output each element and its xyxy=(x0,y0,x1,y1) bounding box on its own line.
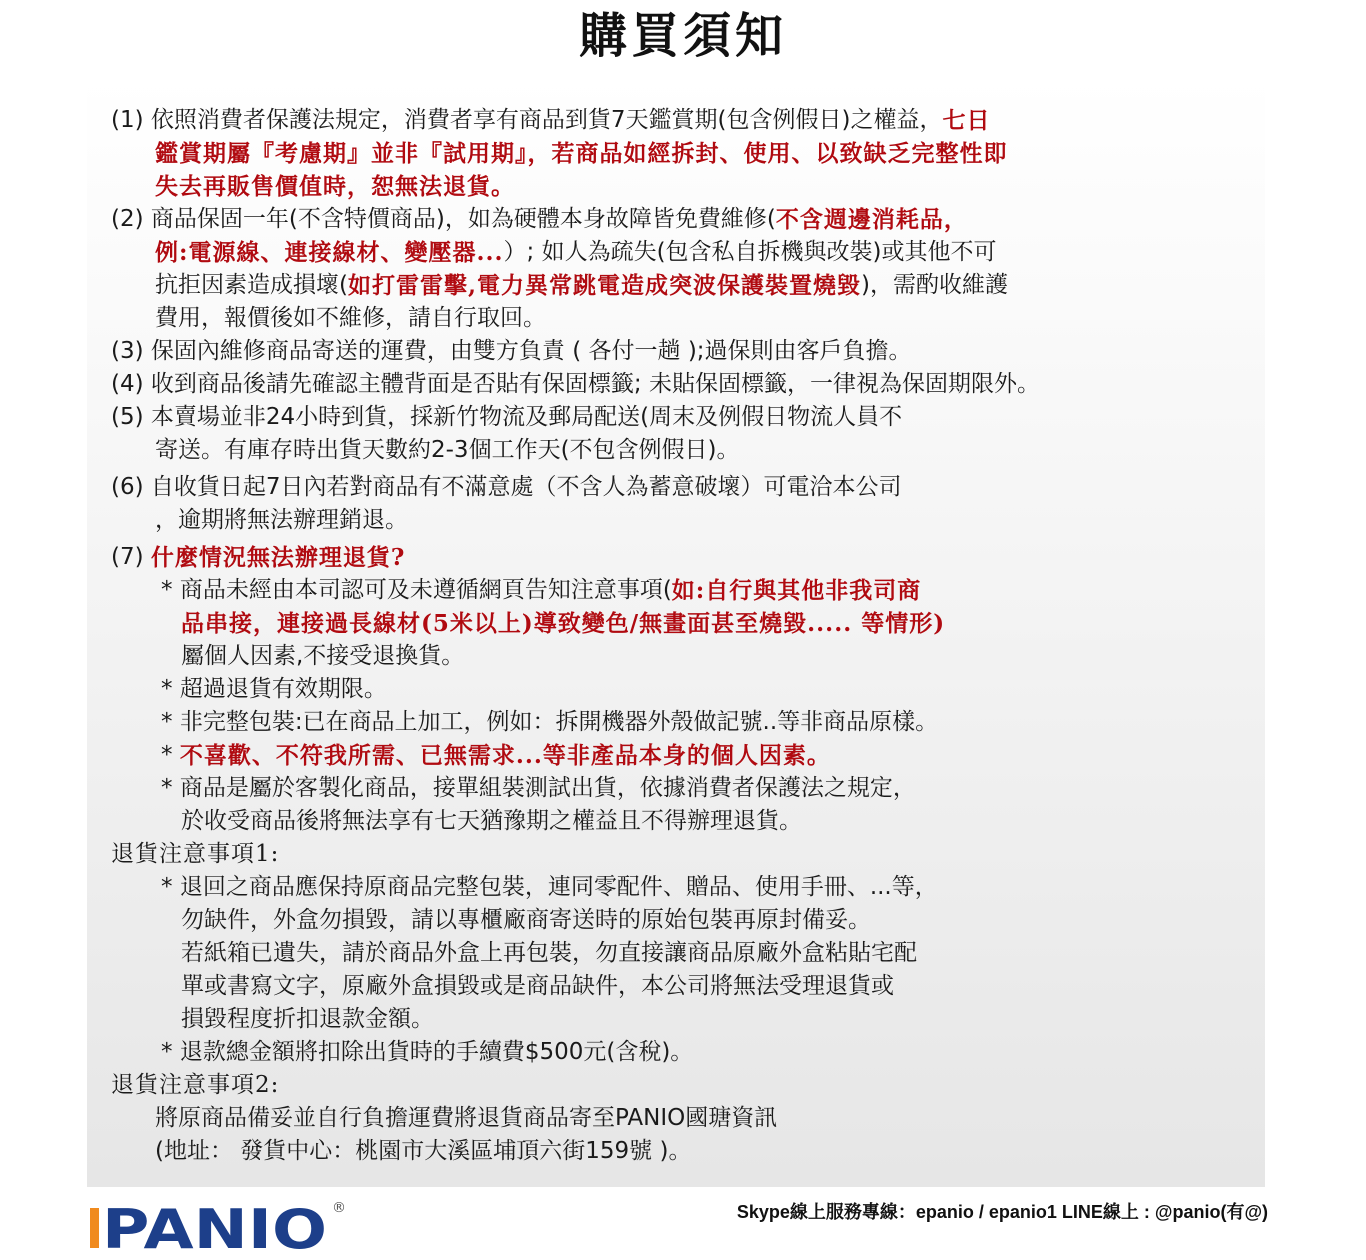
section-1-line-3 xyxy=(111,170,1251,203)
section-number: (2) xyxy=(111,206,144,232)
return-notes-2-line-1 xyxy=(111,1102,1251,1135)
return-notes-1-item-1-line-5 xyxy=(111,1003,1251,1036)
section-7-item-4 xyxy=(111,739,1251,772)
bullet-star: * xyxy=(161,676,173,702)
section-7-item-1-line-1 xyxy=(111,574,1251,607)
section-number: (3) xyxy=(111,338,144,364)
section-number: (6) xyxy=(111,474,144,500)
section-number: (5) xyxy=(111,404,144,430)
section-5-line-2 xyxy=(111,434,1251,467)
return-notes-1-item-1-line-3 xyxy=(111,937,1251,970)
section-text: 超過退貨有效期限。 xyxy=(179,676,387,702)
section-7-line-1 xyxy=(111,541,1251,574)
section-1-line-2 xyxy=(111,137,1251,170)
section-red-text: 失去再販售價值時，恕無法退貨。 xyxy=(155,173,515,200)
bullet-star: * xyxy=(161,742,173,768)
section-text: 損毀程度折扣退款金額。 xyxy=(181,1006,434,1032)
section-number: (1) xyxy=(111,107,144,133)
section-red-text: 不含週邊消耗品， xyxy=(775,206,968,233)
section-text: 寄送。有庫存時出貨天數約2-3個工作天(不包含例假日)。 xyxy=(155,437,740,463)
section-text: 費用，報價後如不維修，請自行取回。 xyxy=(155,305,546,331)
section-2-line-2 xyxy=(111,236,1251,269)
section-5-line-1 xyxy=(111,401,1251,434)
return-notes-1-item-2 xyxy=(111,1036,1251,1069)
logo-text: PANIO xyxy=(102,1198,327,1254)
section-text: 勿缺件，外盒勿損毀，請以專櫃廠商寄送時的原始包裝再原封備妥。 xyxy=(181,907,871,933)
section-text: ，逾期將無法辦理銷退。 xyxy=(155,507,408,533)
bullet-star: * xyxy=(161,709,173,735)
section-text: 商品是屬於客製化商品，接單組裝測試出貨，依據消費者保護法之規定， xyxy=(179,775,916,801)
return-notes-1-item-1-line-4 xyxy=(111,970,1251,1003)
bullet-star: * xyxy=(161,775,173,801)
section-7-item-5-line-2 xyxy=(111,805,1251,838)
section-red-text: 品串接，連接過長線材(5米以上)導致變色/無畫面甚至燒毀..... 等情形) xyxy=(181,610,946,637)
section-text: 將原商品備妥並自行負擔運費將退貨商品寄至PANIO國瑭資訊 xyxy=(155,1105,778,1131)
section-red-text: 什麼情況無法辦理退貨? xyxy=(150,544,406,571)
section-text: 依照消費者保護法規定，消費者享有商品到貨7天鑑賞期(包含例假日)之權益， xyxy=(150,107,943,133)
panio-logo xyxy=(90,1196,350,1254)
section-text: 非完整包裝:已在商品上加工，例如：拆開機器外殼做記號..等非商品原樣。 xyxy=(179,709,939,735)
section-red-text: 如:自行與其他非我司商 xyxy=(671,577,922,604)
bullet-star: * xyxy=(161,874,173,900)
section-text: 自收貨日起7日內若對商品有不滿意處（不含人為蓄意破壞）可電洽本公司 xyxy=(150,474,902,500)
section-number: (7) xyxy=(111,544,144,570)
section-7-item-1-line-2 xyxy=(111,607,1251,640)
section-text: 商品保固一年(不含特價商品)，如為硬體本身故障皆免費維修( xyxy=(150,206,776,232)
section-text: )，需酌收維護 xyxy=(861,272,1008,298)
section-text: (地址： 發貨中心：桃園市大溪區埔頂六街159號 )。 xyxy=(155,1138,692,1164)
section-text: 退款總金額將扣除出貨時的手續費$500元(含稅)。 xyxy=(179,1039,694,1065)
section-text: 屬個人因素,不接受退換貨。 xyxy=(181,643,465,669)
section-text: 商品未經由本司認可及未遵循網頁告知注意事項( xyxy=(179,577,672,603)
section-red-text: 如打雷雷擊,電力異常跳電造成突波保護裝置燒毀 xyxy=(347,272,861,299)
return-notes-1-item-1-line-2 xyxy=(111,904,1251,937)
section-2-line-1 xyxy=(111,203,1251,236)
section-4-line-1 xyxy=(111,368,1251,401)
section-text: 若紙箱已遺失，請於商品外盒上再包裝，勿直接讓商品原廠外盒粘貼宅配 xyxy=(181,940,917,966)
section-6-line-1 xyxy=(111,471,1251,504)
contact-info: Skype線上服務專線：epanio / epanio1 LINE線上 : @panio(有@) xyxy=(736,1202,1268,1222)
notice-content xyxy=(111,104,1251,1168)
section-2-line-3 xyxy=(111,269,1251,302)
logo-accent-bar xyxy=(90,1208,99,1248)
section-text: 單或書寫文字，原廠外盒損毀或是商品缺件，本公司將無法受理退貨或 xyxy=(181,973,894,999)
registered-mark: ® xyxy=(332,1200,346,1216)
section-red-text: 七日 xyxy=(942,107,991,134)
section-text: 退回之商品應保持原商品完整包裝，連同零配件、贈品、使用手冊、...等， xyxy=(179,874,938,900)
section-7-item-3 xyxy=(111,706,1251,739)
return-notes-2-line-2 xyxy=(111,1135,1251,1168)
section-number: (4) xyxy=(111,371,144,397)
section-7-item-2 xyxy=(111,673,1251,706)
section-text: ）; 如人為疏失(包含私自拆機與改裝)或其他不可 xyxy=(503,239,997,265)
section-text: 收到商品後請先確認主體背面是否貼有保固標籤; 未貼保固標籤，一律視為保固期限外。 xyxy=(150,371,1040,397)
return-notes-1-heading: 退貨注意事項1: xyxy=(111,841,280,867)
section-3-line-1 xyxy=(111,335,1251,368)
return-notes-2-heading: 退貨注意事項2: xyxy=(111,1072,280,1098)
section-7-item-1-line-3 xyxy=(111,640,1251,673)
page-title: 購買須知 xyxy=(578,8,787,64)
section-2-line-4 xyxy=(111,302,1251,335)
section-red-text: 鑑賞期屬『考慮期』並非『試用期』，若商品如經拆封、使用、以致缺乏完整性即 xyxy=(155,140,1008,167)
section-red-text: 不喜歡、不符我所需、已無需求...等非產品本身的個人因素。 xyxy=(179,742,831,769)
bullet-star: * xyxy=(161,1039,173,1065)
section-text: 本賣場並非24小時到貨，採新竹物流及郵局配送(周末及例假日物流人員不 xyxy=(150,404,903,430)
section-6-line-2 xyxy=(111,504,1251,537)
section-1-line-1 xyxy=(111,104,1251,137)
section-text: 於收受商品後將無法享有七天猶豫期之權益且不得辦理退貨。 xyxy=(181,808,802,834)
section-7-item-5-line-1 xyxy=(111,772,1251,805)
section-text: 保固內維修商品寄送的運費，由雙方負責 ( 各付一趟 );過保則由客戶負擔。 xyxy=(150,338,912,364)
section-text: 抗拒因素造成損壞( xyxy=(155,272,348,298)
section-red-text: 例:電源線、連接線材、變壓器... xyxy=(155,239,504,266)
bullet-star: * xyxy=(161,577,173,603)
return-notes-1-item-1-line-1 xyxy=(111,871,1251,904)
